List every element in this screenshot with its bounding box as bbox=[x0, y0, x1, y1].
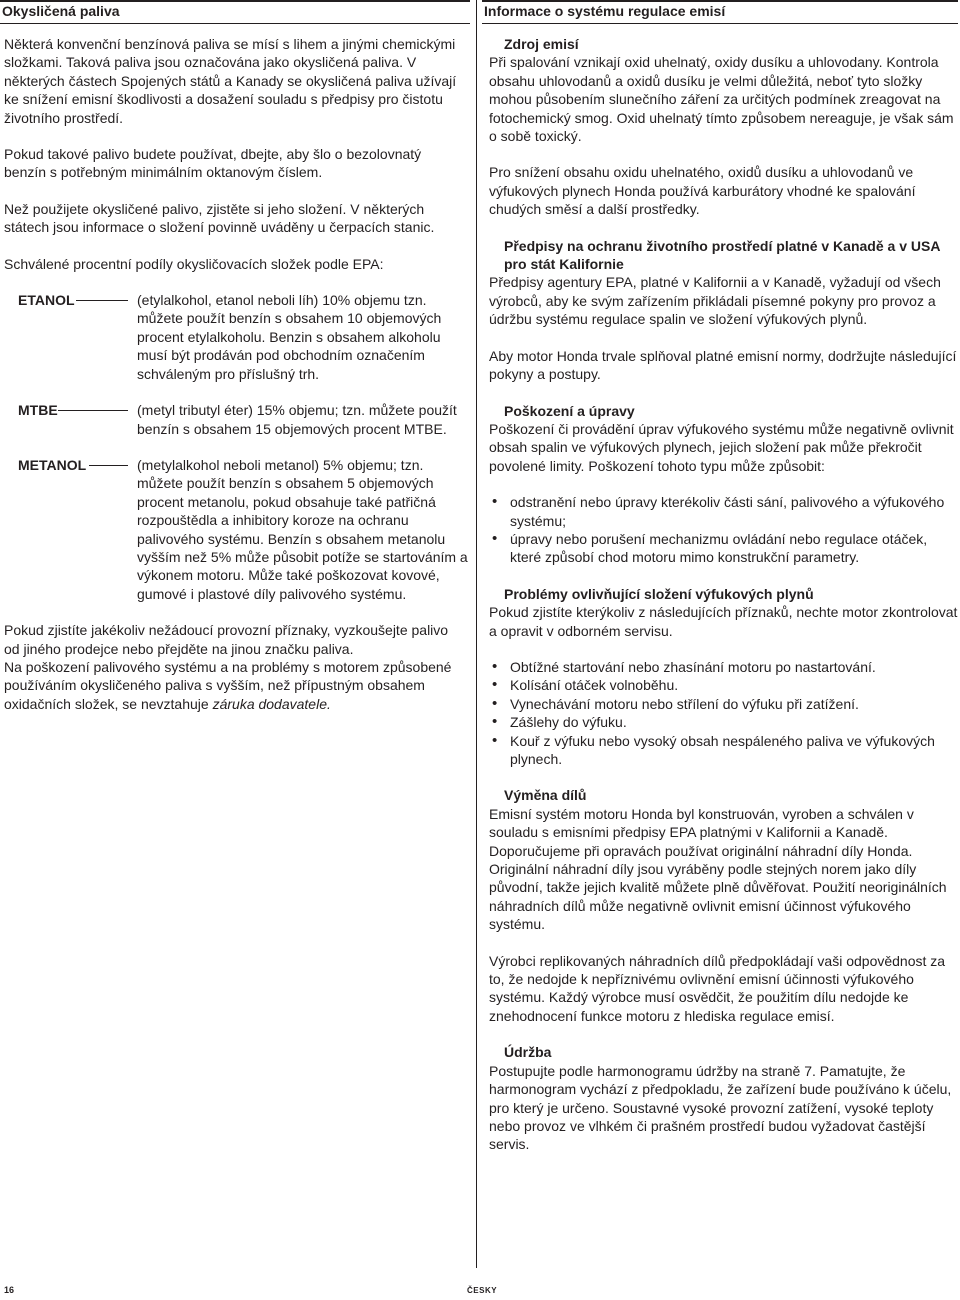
warranty-emphasis: záruka dodavatele. bbox=[212, 695, 331, 712]
leader-line bbox=[76, 300, 128, 301]
fuel-name-metanol: METANOL bbox=[18, 456, 87, 473]
paragraph-unleaded: Pokud takové palivo budete používat, dbejte, aby šlo o bezolovnatý benzín s potřebným minimálním oktanovým číslem. bbox=[4, 146, 422, 181]
paragraph-symptoms: Pokud zjistíte jakékoliv nežádoucí provozní příznaky, vyzkoušejte palivo od jiného prodejce nebo přejděte na jinou značku paliva. bbox=[4, 622, 449, 657]
column-divider bbox=[476, 0, 477, 1268]
list-item: • Vynechávání motoru nebo střílení do výfuku při zatížení. bbox=[489, 695, 958, 713]
paragraph-epa-approved: Schválené procentní podíly okysličovacích složek podle EPA: bbox=[4, 255, 384, 272]
paragraph-maintenance: Postupujte podle harmonogramu údržby na straně 7. Pamatujte, že harmonogram vychází z předpokladu, že zařízení bude používáno k účelu, pro který je určeno. Soustavné vysoké provozní zatížení, vysoké teploty nebo provoz ve vlhkém či prašném prostředí budou vyžadovat častější servis. bbox=[489, 1062, 952, 1153]
heading-maintenance: Údržba bbox=[504, 1044, 552, 1061]
list-item: • Kouř z výfuku nebo vysoký obsah nespáleného paliva ve výfukových plynech. bbox=[489, 732, 958, 769]
fuel-item-metanol bbox=[0, 456, 470, 603]
fuel-item-mtbe bbox=[0, 401, 470, 438]
problems-list bbox=[482, 658, 958, 768]
tampering-list bbox=[482, 493, 958, 567]
fuel-desc-mtbe: (metyl tributyl éter) 15% objemu; tzn. můžete použít benzín s obsahem 15 objemových procent MTBE. bbox=[137, 402, 457, 437]
list-item: • odstranění nebo úpravy kterékoliv části sání, palivového a výfukového systému; bbox=[489, 493, 958, 530]
fuel-name-etanol: ETANOL bbox=[18, 292, 75, 309]
left-column bbox=[0, 0, 470, 713]
paragraph-tampering: Poškození či provádění úprav výfukového systému může negativně ovlivnit obsah spalin ve výfukových plynech, jejich složení pak může překročit povolené limity. Poškození tohoto typu může způsobit: bbox=[489, 420, 954, 474]
list-item: • Obtížné startování nebo zhasínání motoru po nastartování. bbox=[489, 658, 958, 676]
paragraph-regulations: Předpisy agentury EPA, platné v Kalifornii a v Kanadě, vyžadují od všech výrobců, aby ke svým zařízením přikládali písemné pokyny pro provoz a údržbu systému regulace spalin ve složení výfukových plynů. bbox=[489, 274, 941, 328]
heading-emission-source: Zdroj emisí bbox=[504, 36, 579, 52]
paragraph-intro: Některá konvenční benzínová paliva se mísí s lihem a jinými chemickými složkami. Taková paliva jsou označována jako okysličená paliva. V některých částech Spojených států a Kanady se okysličená paliva užívají ke snížení emisní škodlivosti a dosažení souladu s předpisy pro čistotu životního prostředí. bbox=[4, 36, 457, 126]
paragraph-emission-source: Při spalování vznikají oxid uhelnatý, oxidy dusíku a uhlovodany. Kontrola obsahu uhlovodanů a oxidů dusíku je velmi důležitá, neboť tyto složky mohou působením slunečního záření za určitých podmínek zreagovat na fotochemický smog. Oxid uhelnatý tímto způsobem nereaguje, je však sám o sobě toxický. bbox=[489, 54, 954, 145]
fuel-item-etanol bbox=[0, 291, 470, 383]
leader-line bbox=[58, 410, 128, 411]
paragraph-warranty: Na poškození palivového systému a na problémy s motorem způsobené používáním okysličeného paliva s vyšším, než přípustným obsahem oxidačních složek, se nevztahuje záruka dodavatele. bbox=[4, 658, 452, 712]
section-title-oxygenated-fuels: Okysličená paliva bbox=[0, 0, 470, 24]
paragraph-aftermarket-parts: Výrobci replikovaných náhradních dílů předpokládají vaši odpovědnost za to, že nedojde k nepříznivému ovlivnění emisní účinnosti výfukového systému. Každý výrobce musí osvědčit, že použitím dílu nedojde ke znehodnocení funkce motoru z hlediska regulace emisí. bbox=[489, 952, 946, 1024]
fuel-name-mtbe: MTBE bbox=[18, 402, 58, 419]
section-title-emission-control: Informace o systému regulace emisí bbox=[482, 0, 958, 24]
right-column bbox=[482, 0, 958, 1154]
paragraph-honda-carburetors: Pro snížení obsahu oxidu uhelnatého, oxidů dusíku a uhlovodanů ve výfukových plynech Honda používá karburátory vhodné ke spalování chudých směsí a další prostředky. bbox=[489, 164, 916, 218]
heading-replacement-parts: Výměna dílů bbox=[504, 787, 587, 804]
list-item: • úpravy nebo porušení mechanizmu ovládání nebo regulace otáček, které způsobí chod motoru mimo konstrukční parametry. bbox=[489, 530, 958, 567]
paragraph-replacement-parts: Emisní systém motoru Honda byl konstruován, vyroben a schválen v souladu s emisními předpisy EPA platnými v Kalifornii a Kanadě. Doporučujeme při opravách používat originální náhradní díly Honda. Originální náhradní díly jsou vyráběny podle stejných norem jako díly původní, takže jejich kvalitě můžete plně důvěřovat. Použití neoriginálních náhradních dílů může negativně ovlivnit emisní účinnost výfukového systému. bbox=[489, 805, 947, 933]
fuel-desc-etanol: (etylalkohol, etanol neboli líh) 10% objemu tzn. můžete použít benzín s obsahem 10 objemových procent etylalkoholu. Benzin s obsahem alkoholu musí být prodáván pod obchodním označením schváleným pro příslušný trh. bbox=[137, 292, 442, 382]
fuel-desc-metanol: (metylalkohol neboli metanol) 5% objemu; tzn. můžete použít benzín s obsahem 5 objemových procent metanolu, pokud obsahuje také patřičná rozpouštědla a inhibitory koroze na ochranu palivového systému. Benzín s obsahem metanolu vyšším než 5% může působit potíže se startováním a výkonem motoru. Může také poškozovat kovové, gumové i plastové díly palivového systému. bbox=[137, 456, 468, 602]
page-number: 16 bbox=[4, 1285, 15, 1295]
list-item: • Zášlehy do výfuku. bbox=[489, 713, 958, 731]
heading-problems: Problémy ovlivňující složení výfukových plynů bbox=[504, 585, 814, 602]
heading-regulations: Předpisy na ochranu životního prostředí platné v Kanadě a v USA pro stát Kalifornie bbox=[504, 237, 940, 273]
leader-line bbox=[89, 465, 128, 466]
heading-tampering: Poškození a úpravy bbox=[504, 402, 635, 419]
paragraph-problems: Pokud zjistíte kterýkoliv z následujících příznaků, nechte motor zkontrolovat a opravit v odborném servisu. bbox=[489, 604, 958, 639]
list-item: • Kolísání otáček volnoběhu. bbox=[489, 676, 958, 694]
language-label: ČESKY bbox=[467, 1286, 498, 1295]
paragraph-composition: Než použijete okysličené palivo, zjistěte si jeho složení. V některých státech jsou informace o složení povinně uváděny u čerpacích stanic. bbox=[4, 200, 435, 236]
paragraph-compliance: Aby motor Honda trvale splňoval platné emisní normy, dodržujte následující pokyny a postupy. bbox=[489, 347, 957, 383]
